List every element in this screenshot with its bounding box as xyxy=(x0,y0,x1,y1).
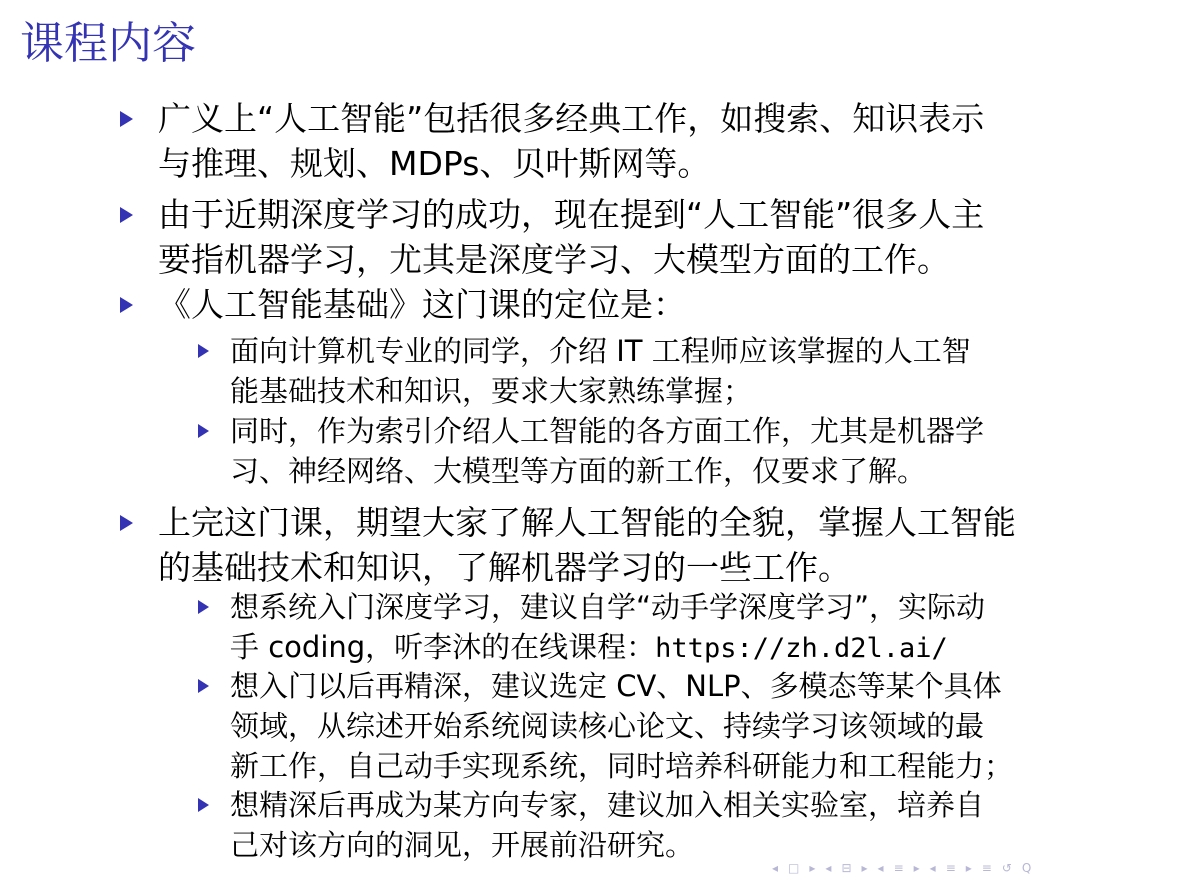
bullet-triangle-icon xyxy=(120,297,133,313)
subbullet-triangle-icon xyxy=(198,344,209,358)
subbullet-triangle-icon xyxy=(198,424,209,438)
subbullet-cs-students xyxy=(230,331,1130,411)
bullet-text-line: 与推理、规划、MDPs、贝叶斯网等。 xyxy=(158,144,711,183)
bullet-triangle-icon xyxy=(120,111,133,127)
nav-next-frame-icon[interactable]: ▸ xyxy=(861,861,868,875)
d2l-url-link[interactable]: https://zh.d2l.ai/ xyxy=(655,633,948,664)
subbullet-text-line: 新工作，自己动手实现系统，同时培养科研能力和工程能力； xyxy=(230,749,1014,783)
slide-title: 课程内容 xyxy=(20,18,196,69)
nav-next-section-icon[interactable]: ▸ xyxy=(965,861,972,875)
subbullet-text-line: 领域，从综述开始系统阅读核心论文、持续学习该领域的最 xyxy=(230,709,985,743)
nav-prev-frame-icon[interactable]: ◂ xyxy=(825,861,832,875)
nav-next-subsection-icon[interactable]: ▸ xyxy=(913,861,920,875)
subbullet-text-line xyxy=(230,627,1130,669)
bullet-text-line: 广义上“人工智能”包括很多经典工作，如搜索、知识表示 xyxy=(158,99,985,138)
bullet-text-line: 《人工智能基础》这门课的定位是： xyxy=(158,285,686,324)
subbullet-text-line: 想入门以后再精深，建议选定 CV、NLP、多模态等某个具体 xyxy=(230,669,1002,703)
subbullet-text-line: 想系统入门深度学习，建议自学“动手学深度学习”，实际动 xyxy=(230,590,986,624)
course-reference-text: 手 coding，听李沐的在线课程： xyxy=(230,630,656,664)
nav-slide-icon[interactable]: □ xyxy=(788,861,800,875)
bullet-text-line: 的基础技术和知识，了解机器学习的一些工作。 xyxy=(158,548,851,587)
bullet-course-positioning xyxy=(158,282,1118,327)
subbullet-text-line: 习、神经网络、大模型等方面的新工作，仅要求了解。 xyxy=(230,454,927,488)
subbullet-triangle-icon xyxy=(198,679,209,693)
bullet-text-line: 由于近期深度学习的成功，现在提到“人工智能”很多人主 xyxy=(158,195,985,234)
subbullet-become-expert xyxy=(230,785,1130,865)
subbullet-text-line: 想精深后再成为某方向专家，建议加入相关实验室，培养自 xyxy=(230,788,985,822)
subbullet-text-line: 同时，作为索引介绍人工智能的各方面工作，尤其是机器学 xyxy=(230,414,985,448)
nav-search-icon[interactable]: Q xyxy=(1021,861,1032,875)
bullet-triangle-icon xyxy=(120,207,133,223)
bullet-deep-learning-success xyxy=(158,192,1118,282)
subbullet-specialize-field xyxy=(230,666,1130,786)
nav-back-icon[interactable]: ↺ xyxy=(1001,861,1012,875)
beamer-navigation-bar xyxy=(772,862,1186,874)
subbullet-learn-deep-learning xyxy=(230,587,1130,669)
bullet-text-line: 上完这门课，期望大家了解人工智能的全貌，掌握人工智能 xyxy=(158,503,1016,542)
subbullet-triangle-icon xyxy=(198,600,209,614)
nav-section-icon[interactable]: ≡ xyxy=(945,861,956,875)
nav-prev-section-icon[interactable]: ◂ xyxy=(929,861,936,875)
subbullet-index-introduction xyxy=(230,411,1130,491)
bullet-ai-broad-scope xyxy=(158,96,1118,186)
nav-subsection-icon[interactable]: ≡ xyxy=(893,861,904,875)
subbullet-text-line: 己对该方向的洞见，开展前沿研究。 xyxy=(230,828,695,862)
nav-prev-slide-icon[interactable]: ◂ xyxy=(772,861,779,875)
bullet-triangle-icon xyxy=(120,515,133,531)
nav-next-slide-icon[interactable]: ▸ xyxy=(809,861,816,875)
nav-align-icon[interactable]: ≡ xyxy=(981,861,992,875)
nav-prev-subsection-icon[interactable]: ◂ xyxy=(877,861,884,875)
nav-frame-icon[interactable]: ⊟ xyxy=(841,861,852,875)
subbullet-triangle-icon xyxy=(198,798,209,812)
subbullet-text-line: 面向计算机专业的同学，介绍 IT 工程师应该掌握的人工智 xyxy=(230,334,971,368)
subbullet-text-line: 能基础技术和知识，要求大家熟练掌握； xyxy=(230,374,753,408)
bullet-course-goal xyxy=(158,500,1118,590)
bullet-text-line: 要指机器学习，尤其是深度学习、大模型方面的工作。 xyxy=(158,240,950,279)
